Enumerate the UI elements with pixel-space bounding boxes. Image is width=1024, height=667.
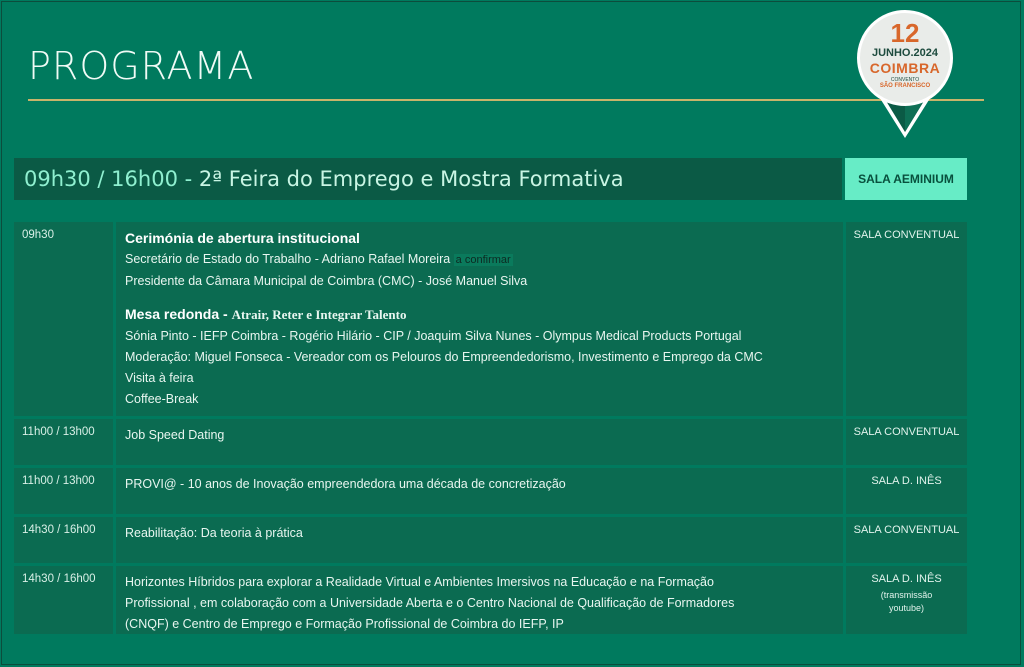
- event-name: 2ª Feira do Emprego e Mostra Formativa: [198, 167, 624, 191]
- session-room-name: SALA D. INÊS: [871, 573, 942, 585]
- schedule-row: [14, 419, 967, 465]
- panel-title: Mesa redonda -: [125, 306, 232, 322]
- panel-speakers: Sónia Pinto - IEFP Coimbra - Rogério Hilário - CIP / Joaquim Silva Nunes - Olympus Medical Products Portugal: [125, 329, 742, 343]
- session-time: 11h00 / 13h00: [14, 468, 113, 514]
- event-separator: -: [177, 167, 199, 191]
- badge-venue-line1: CONVENTO: [890, 77, 920, 83]
- badge-month-year: JUNHO.2024: [871, 47, 939, 59]
- session-speaker-line: [125, 249, 843, 271]
- event-banner: [14, 158, 842, 200]
- session-title: Reabilitação: Da teoria à prática: [116, 517, 843, 563]
- session-details: [116, 222, 843, 416]
- session-room: SALA CONVENTUAL: [846, 517, 967, 563]
- page-title: PROGRAMA: [28, 44, 255, 88]
- agenda-item: Coffee-Break: [125, 392, 199, 406]
- agenda-item: Visita à feira: [125, 371, 194, 385]
- session-title: Cerimónia de abertura institucional: [125, 230, 360, 246]
- event-time: 09h30 / 16h00: [24, 167, 178, 191]
- session-time: 14h30 / 16h00: [14, 566, 113, 634]
- event-room-badge: SALA AEMINIUM: [845, 158, 967, 200]
- event-banner-text: [24, 167, 624, 191]
- to-confirm-note: a confirmar: [455, 254, 511, 266]
- session-title-line: Horizontes Híbridos para explorar a Realidade Virtual e Ambientes Imersivos na Educação e na Formação: [125, 575, 714, 589]
- session-details: [116, 566, 843, 634]
- badge-venue-line2: SÃO FRANCISCO: [879, 83, 931, 89]
- session-time: 09h30: [14, 222, 113, 416]
- session-time: 11h00 / 13h00: [14, 419, 113, 465]
- session-speaker-line: Presidente da Câmara Municipal de Coimbra (CMC) - José Manuel Silva: [125, 274, 528, 288]
- session-room: SALA CONVENTUAL: [846, 222, 967, 416]
- room-note: (transmissão: [880, 590, 933, 600]
- speaker-secretary: Secretário de Estado do Trabalho - Adriano Rafael Moreira: [125, 252, 454, 266]
- session-room: SALA CONVENTUAL: [846, 419, 967, 465]
- session-title-line: (CNQF) e Centro de Emprego e Formação Profissional de Coimbra do IEFP, IP: [125, 617, 564, 631]
- panel-moderator: Moderação: Miguel Fonseca - Vereador com os Pelouros do Empreendedorismo, Investimento e Emprego da CMC: [125, 350, 763, 364]
- schedule-row: [14, 517, 967, 563]
- session-time: 14h30 / 16h00: [14, 517, 113, 563]
- session-room: [846, 566, 967, 634]
- panel-theme: Atrair, Reter e Integrar Talento: [231, 307, 407, 322]
- badge-city: COIMBRA: [869, 60, 941, 76]
- title-divider: [28, 99, 984, 101]
- schedule-row: [14, 468, 967, 514]
- date-location-badge: [857, 10, 953, 140]
- session-title: PROVI@ - 10 anos de Inovação empreendedora uma década de concretização: [116, 468, 843, 514]
- session-title-line: Profissional , em colaboração com a Universidade Aberta e o Centro Nacional de Qualificação de Formadores: [125, 596, 735, 610]
- badge-day: 12: [890, 18, 920, 48]
- session-title: Job Speed Dating: [116, 419, 843, 465]
- room-note: youtube): [888, 603, 925, 613]
- schedule-row: [14, 566, 967, 634]
- schedule-row: [14, 222, 967, 416]
- panel-heading: [125, 304, 843, 326]
- session-room: SALA D. INÊS: [846, 468, 967, 514]
